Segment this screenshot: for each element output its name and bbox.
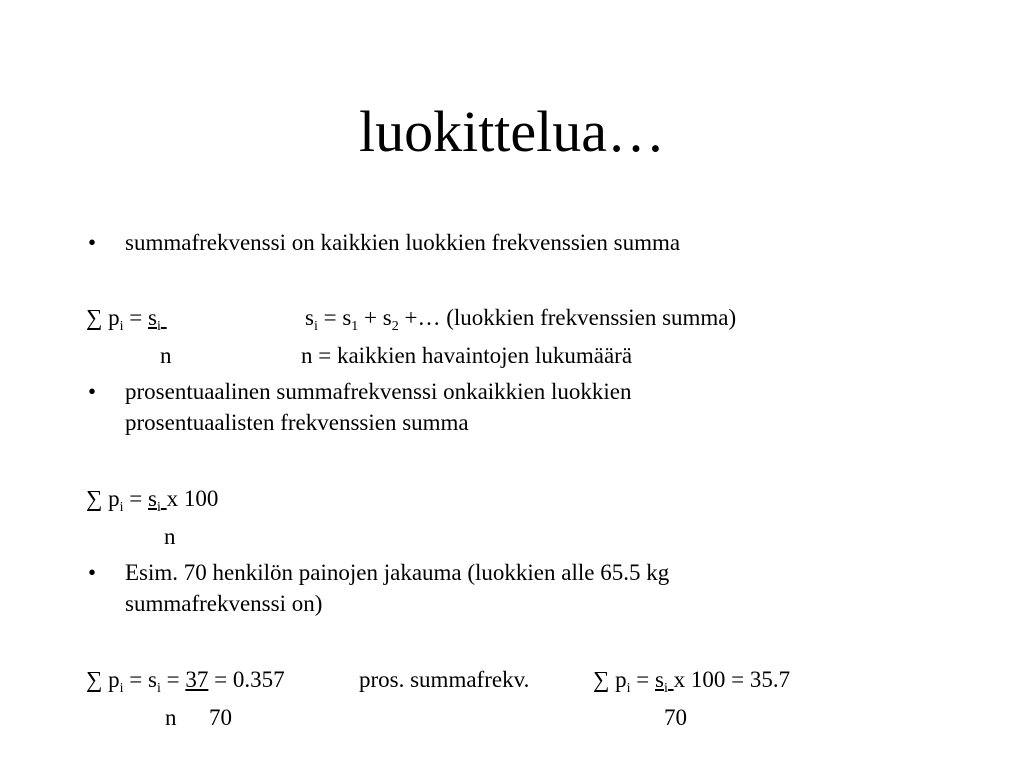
formula-label: pros. summafrekv. [359,667,530,692]
bullet-text: prosentuaalinen summafrekvenssi onkaikkien luokkien [125,379,632,404]
formula-percent-cumulative: ∑ $p_i = s_i$ x 100 [86,486,219,515]
sum-symbol: ∑ [86,667,103,692]
bullet-marker: • [88,230,97,255]
bullet-text: Esim. 70 henkilön painojen jakauma (luokkien alle 65.5 kg [125,560,670,585]
formula-example: ∑ $p_i = s_i = 37 = 0.357$ [86,667,285,696]
formula-cumulative-frequency: ∑ $p_i = s_i$ [86,303,167,333]
fraction-numerator: $s_i$ [655,667,668,696]
fraction-numerator: 37 [185,667,209,692]
fraction-denominator-value: 70 [664,705,687,730]
sum-symbol: ∑ [593,667,610,692]
bullet-text: prosentuaalisten frekvenssien summa [125,410,469,435]
fraction-denominator: n [165,705,177,730]
bullet-text: summafrekvenssi on) [125,591,323,616]
fraction-denominator: n [164,524,176,549]
fraction-denominator: n [160,343,172,368]
bullet-marker: • [88,560,97,585]
slide-title: luokittelua… [358,99,666,164]
fraction-numerator: $s_i$ [148,486,161,515]
bullet-marker: • [88,379,97,404]
sum-symbol: ∑ [86,486,103,511]
sum-symbol: ∑ [86,305,103,330]
formula-sum-definition: $s_i = s_1 + s_2$ +… (luokkien frekvenssien summa) [305,305,737,334]
fraction-denominator-value: 70 [209,705,232,730]
formula-n-definition: n = kaikkien havaintojen lukumäärä [301,343,633,368]
fraction-numerator: $s_i$ [148,305,161,334]
bullet-text: summafrekvenssi on kaikkien luokkien frekvenssien summa [125,230,681,255]
formula-percent-example: ∑ $p_i = s_i$ x 100 = 35.7 [593,667,791,696]
